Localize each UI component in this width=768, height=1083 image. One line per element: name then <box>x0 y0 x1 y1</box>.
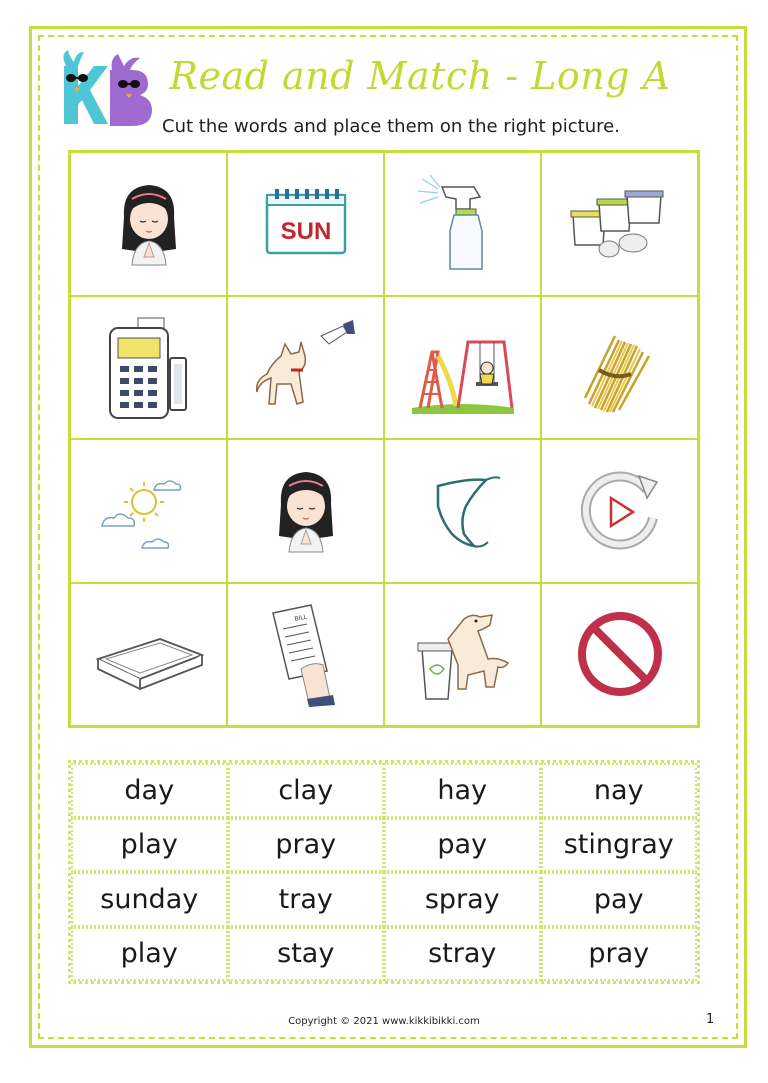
dog-stay-icon <box>251 312 361 422</box>
sunny-day-icon <box>94 456 204 566</box>
word-card: tray <box>228 872 385 927</box>
picture-cell <box>384 296 541 440</box>
word-card: spray <box>384 872 541 927</box>
praying-girl-icon <box>251 456 361 566</box>
picture-grid <box>68 150 700 728</box>
picture-cell <box>227 152 384 296</box>
payment-terminal-icon <box>94 312 204 422</box>
worksheet-title: Read and Match - Long A <box>169 54 671 98</box>
picture-cell <box>70 583 227 727</box>
word-card: pay <box>384 818 541 873</box>
word-card: stay <box>228 927 385 982</box>
picture-cell <box>70 296 227 440</box>
playground-icon <box>408 312 518 422</box>
picture-cell <box>227 439 384 583</box>
svg-text:BILL: BILL <box>293 613 308 624</box>
page-number: 1 <box>706 1012 715 1027</box>
picture-cell <box>227 583 384 727</box>
copyright-notice: Copyright © 2021 www.kikkibikki.com <box>288 1016 480 1027</box>
word-card: day <box>71 763 228 818</box>
no-sign-icon <box>565 599 675 709</box>
praying-girl-icon <box>94 169 204 279</box>
word-card: stingray <box>541 818 698 873</box>
replay-icon <box>565 456 675 566</box>
hay-bundle-icon <box>565 312 675 422</box>
word-card: pay <box>541 872 698 927</box>
picture-cell <box>384 583 541 727</box>
worksheet-instruction: Cut the words and place them on the right picture. <box>162 116 620 137</box>
svg-text:SUN: SUN <box>280 217 331 245</box>
word-card: play <box>71 818 228 873</box>
picture-cell <box>541 152 698 296</box>
picture-cell <box>70 152 227 296</box>
picture-cell <box>541 439 698 583</box>
tray-icon <box>94 599 204 709</box>
word-card: sunday <box>71 872 228 927</box>
picture-cell <box>541 583 698 727</box>
word-card: pray <box>541 927 698 982</box>
word-card: play <box>71 927 228 982</box>
picture-cell <box>541 296 698 440</box>
spray-bottle-icon <box>408 169 518 279</box>
kikkibikki-logo <box>52 48 157 130</box>
picture-cell <box>227 296 384 440</box>
clay-tubs-icon <box>565 169 675 279</box>
word-card: hay <box>384 763 541 818</box>
calendar-sun-icon <box>251 169 361 279</box>
word-card: nay <box>541 763 698 818</box>
picture-cell <box>70 439 227 583</box>
stingray-icon <box>408 456 518 566</box>
word-card: clay <box>228 763 385 818</box>
word-card: pray <box>228 818 385 873</box>
word-card: stray <box>384 927 541 982</box>
word-cutout-grid <box>68 760 700 984</box>
picture-cell <box>384 439 541 583</box>
stray-dog-icon <box>408 599 518 709</box>
bill-icon <box>251 599 361 709</box>
picture-cell <box>384 152 541 296</box>
